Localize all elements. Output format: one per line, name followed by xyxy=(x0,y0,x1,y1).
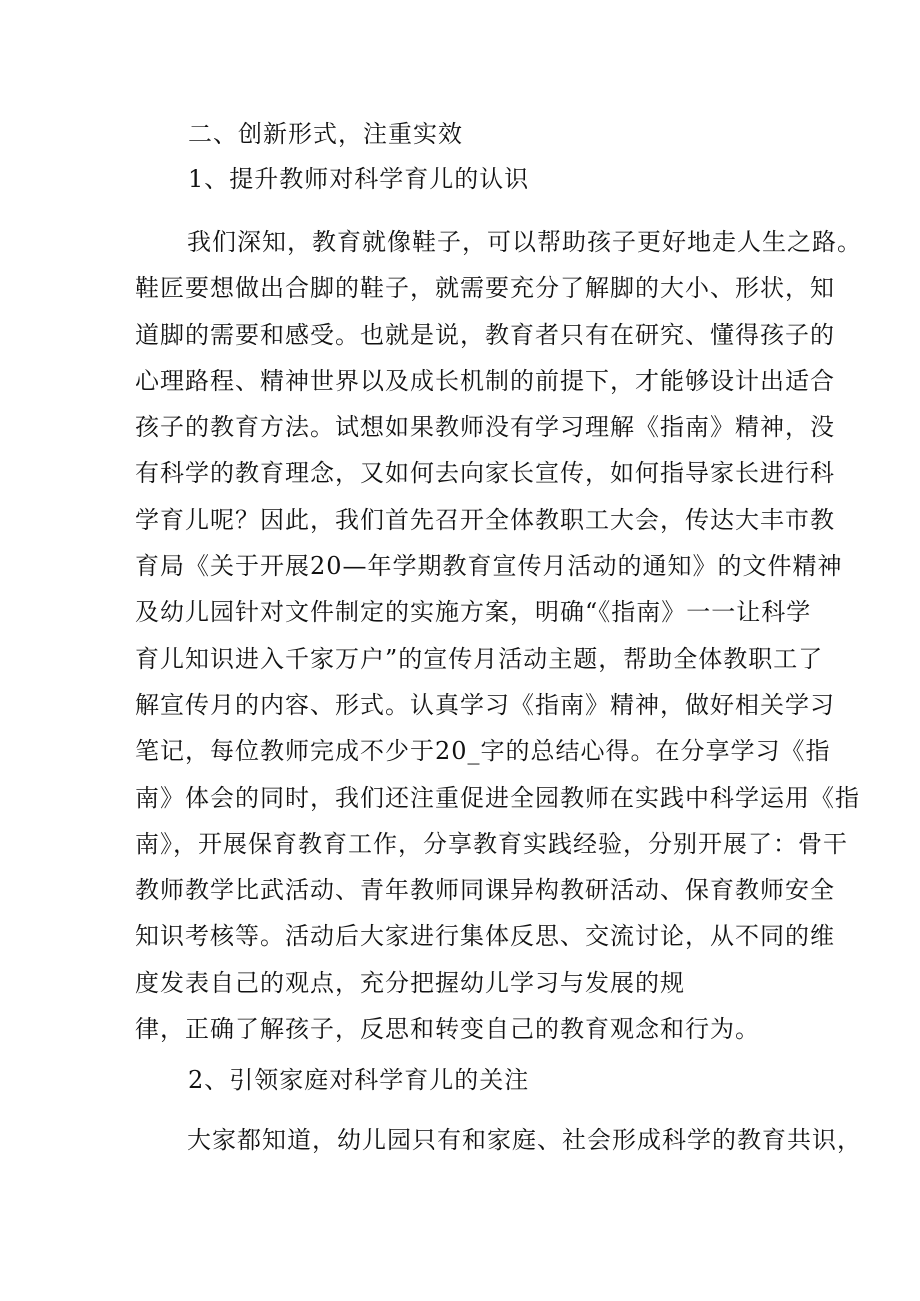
paragraph-line: 南》，开展保育教育工作，分享教育实践经验，分别开展了：骨干 xyxy=(135,829,848,858)
paragraph-line: 及幼儿园针对文件制定的实施方案，明确“《指南》一一让科学 xyxy=(135,598,812,627)
paragraph-line: 我们深知，教育就像鞋子，可以帮助孩子更好地走人生之路。 xyxy=(187,228,862,256)
paragraph-line: 有科学的教育理念，又如何去向家长宣传，如何指导家长进行科 xyxy=(135,459,835,488)
paragraph-2 xyxy=(0,1117,862,1163)
paragraph-line: 教师教学比武活动、青年教师同课异构教研活动、保育教师安全 xyxy=(135,876,835,905)
paragraph-line: 心理路程、精神世界以及成长机制的前提下，才能够设计出适合 xyxy=(135,366,835,395)
sub-heading-2: 2、引领家庭对科学育儿的关注 xyxy=(188,1066,530,1095)
paragraph-1 xyxy=(0,219,862,1052)
paragraph-line: 南》体会的同时，我们还注重促进全园教师在实践中科学运用《指 xyxy=(135,783,860,812)
paragraph-line: 笔记，每位教师完成不少于20_字的总结心得。在分享学习《指 xyxy=(135,737,831,766)
section-heading: 二、创新形式，注重实效 xyxy=(188,120,463,148)
paragraph-line: 解宣传月的内容、形式。认真学习《指南》精神，做好相关学习 xyxy=(135,690,835,719)
paragraph-line: 鞋匠要想做出合脚的鞋子，就需要充分了解脚的大小、形状，知 xyxy=(135,274,835,303)
paragraph-line: 知识考核等。活动后大家进行集体反思、交流讨论，从不同的维 xyxy=(135,922,835,951)
paragraph-line: 律，正确了解孩子，反思和转变自己的教育观念和行为。 xyxy=(135,1015,760,1044)
paragraph-line: 孩子的教育方法。试想如果教师没有学习理解《指南》精神，没 xyxy=(135,413,835,442)
sub-heading-1: 1、提升教师对科学育儿的认识 xyxy=(188,165,530,193)
paragraph-line: 大家都知道，幼儿园只有和家庭、社会形成科学的教育共识， xyxy=(187,1126,862,1155)
paragraph-line: 度发表自己的观点，充分把握幼儿学习与发展的规 xyxy=(135,968,685,997)
paragraph-line: 道脚的需要和感受。也就是说，教育者只有在研究、懂得孩子的 xyxy=(135,320,835,349)
paragraph-line: 育儿知识进入千家万户”的宣传月活动主题，帮助全体教职工了 xyxy=(135,644,824,673)
paragraph-line: 学育儿呢？因此，我们首先召开全体教职工大会，传达大丰市教 xyxy=(135,505,835,534)
paragraph-line: 育局《关于开展20—年学期教育宣传月活动的通知》的文件精神 xyxy=(135,552,843,581)
